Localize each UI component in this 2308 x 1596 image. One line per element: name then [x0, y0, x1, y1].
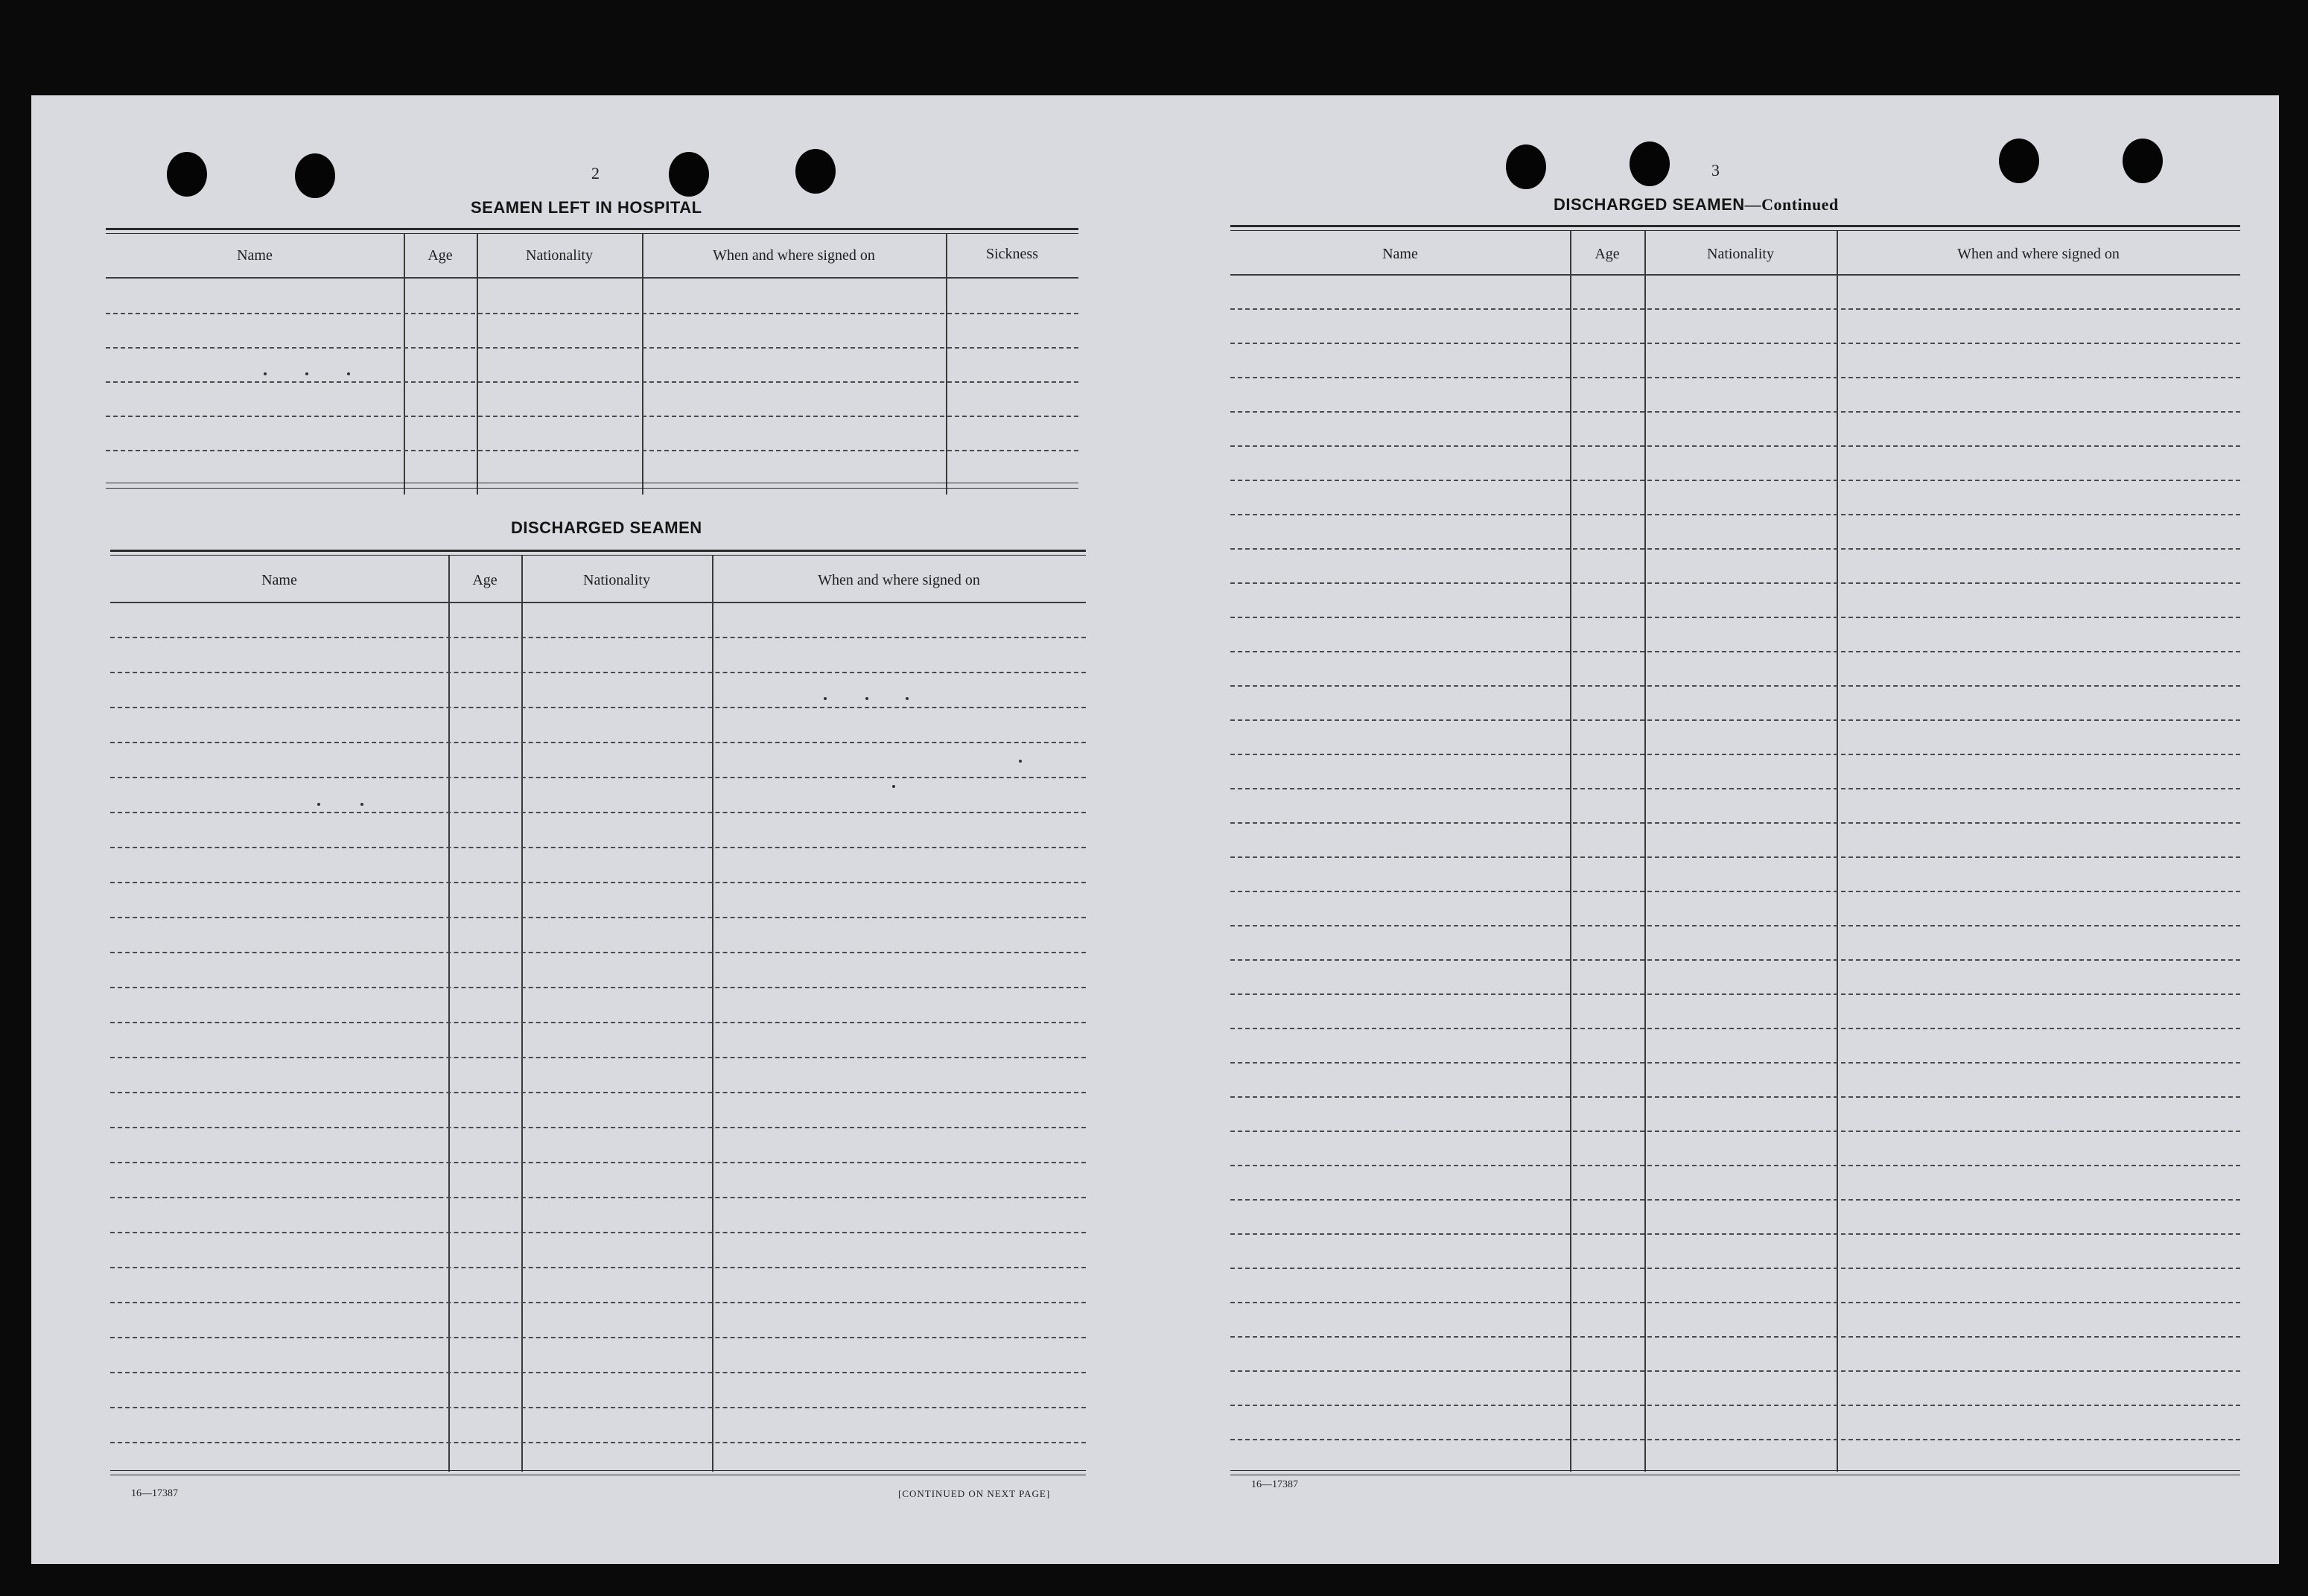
table-row [106, 450, 1078, 451]
col-header-name: Name [261, 572, 297, 588]
table-row [1230, 343, 2240, 344]
table-row [1230, 1268, 2240, 1269]
discharged-continued-title-suffix: —Continued [1744, 195, 1839, 214]
table-row [110, 1372, 1086, 1373]
punch-hole [2123, 139, 2163, 183]
table-row [1230, 925, 2240, 926]
table-row [1230, 1062, 2240, 1064]
table-row [110, 882, 1086, 883]
table-row [1230, 891, 2240, 892]
table-row [1230, 411, 2240, 413]
col-header-nationality: Nationality [526, 247, 593, 264]
table-row [110, 742, 1086, 743]
table-row [110, 1162, 1086, 1163]
form-code-left: 16—17387 [131, 1488, 178, 1499]
table-row [110, 1022, 1086, 1023]
table-row [1230, 308, 2240, 310]
punch-hole [669, 152, 709, 197]
punch-hole [1630, 142, 1670, 186]
table-row [1230, 617, 2240, 618]
table-row [110, 637, 1086, 638]
continued-note: [CONTINUED ON NEXT PAGE] [898, 1488, 1051, 1499]
col-header-nationality: Nationality [583, 572, 650, 588]
table-row [1230, 1405, 2240, 1406]
table-row [1230, 788, 2240, 789]
table-row [1230, 1096, 2240, 1098]
table-row [1230, 959, 2240, 961]
table-row [1230, 377, 2240, 378]
table-row [1230, 548, 2240, 550]
discharged-table-right [1230, 225, 2240, 1491]
table-row [1230, 822, 2240, 824]
punch-hole [1999, 139, 2039, 183]
table-row [106, 416, 1078, 417]
table-row [110, 1442, 1086, 1443]
punch-hole [795, 149, 836, 194]
table-row [1230, 651, 2240, 652]
table-row [106, 313, 1078, 314]
table-row [110, 707, 1086, 708]
table-row [1230, 1370, 2240, 1372]
col-header-signed-on: When and where signed on [713, 247, 875, 264]
speck [865, 697, 868, 700]
table-row [106, 381, 1078, 383]
speck [892, 785, 895, 788]
table-row [1230, 993, 2240, 995]
speck [906, 697, 909, 700]
discharged-section-title: DISCHARGED SEAMEN [511, 518, 702, 537]
table-row [1230, 1439, 2240, 1440]
discharged-table-left [110, 550, 1086, 1488]
col-header-age: Age [472, 572, 497, 588]
table-row [110, 1092, 1086, 1093]
table-row [110, 847, 1086, 848]
table-row [1230, 754, 2240, 755]
table-row [110, 672, 1086, 673]
col-header-name: Name [1382, 246, 1418, 262]
table-row [1230, 480, 2240, 481]
speck [1019, 760, 1022, 763]
table-row [110, 1232, 1086, 1233]
speck [347, 372, 350, 375]
hospital-table [106, 228, 1078, 496]
table-row [110, 1127, 1086, 1128]
col-header-name: Name [237, 247, 273, 264]
table-row [110, 952, 1086, 953]
col-header-age: Age [1595, 246, 1620, 262]
table-row [110, 917, 1086, 918]
col-header-sickness: Sickness [986, 246, 1038, 262]
table-row [110, 1197, 1086, 1198]
table-row [1230, 1233, 2240, 1235]
table-row [1230, 1199, 2240, 1201]
discharged-continued-title-main: DISCHARGED SEAMEN [1554, 195, 1745, 214]
speck [317, 803, 320, 806]
punch-hole [295, 153, 335, 198]
table-row [1230, 685, 2240, 687]
speck [264, 372, 267, 375]
table-row [1230, 1336, 2240, 1338]
hospital-section-title: SEAMEN LEFT IN HOSPITAL [471, 198, 702, 217]
table-row [1230, 445, 2240, 447]
table-row [1230, 1302, 2240, 1303]
table-row [1230, 1028, 2240, 1029]
punch-hole [1506, 144, 1546, 189]
table-row [1230, 514, 2240, 515]
table-row [110, 1302, 1086, 1303]
col-header-age: Age [427, 247, 453, 264]
table-row [1230, 719, 2240, 721]
document-sheet [31, 95, 2279, 1564]
punch-hole [167, 152, 207, 197]
table-row [110, 1267, 1086, 1268]
speck [305, 372, 308, 375]
table-row [106, 347, 1078, 349]
col-header-nationality: Nationality [1707, 246, 1774, 262]
table-row [1230, 582, 2240, 584]
table-row [1230, 1131, 2240, 1132]
table-row [110, 777, 1086, 778]
table-row [110, 1407, 1086, 1408]
col-header-signed-on: When and where signed on [1957, 246, 2120, 262]
table-row [110, 812, 1086, 813]
table-row [1230, 1165, 2240, 1166]
form-code-right: 16—17387 [1251, 1479, 1298, 1490]
table-row [110, 1337, 1086, 1338]
page-number-right: 3 [1711, 161, 1720, 179]
table-row [1230, 856, 2240, 858]
col-header-signed-on: When and where signed on [818, 572, 980, 588]
page-number-left: 2 [591, 164, 600, 182]
discharged-continued-title [1554, 195, 1839, 214]
table-row [110, 1057, 1086, 1058]
speck [360, 803, 363, 806]
table-row [110, 987, 1086, 988]
speck [824, 697, 827, 700]
